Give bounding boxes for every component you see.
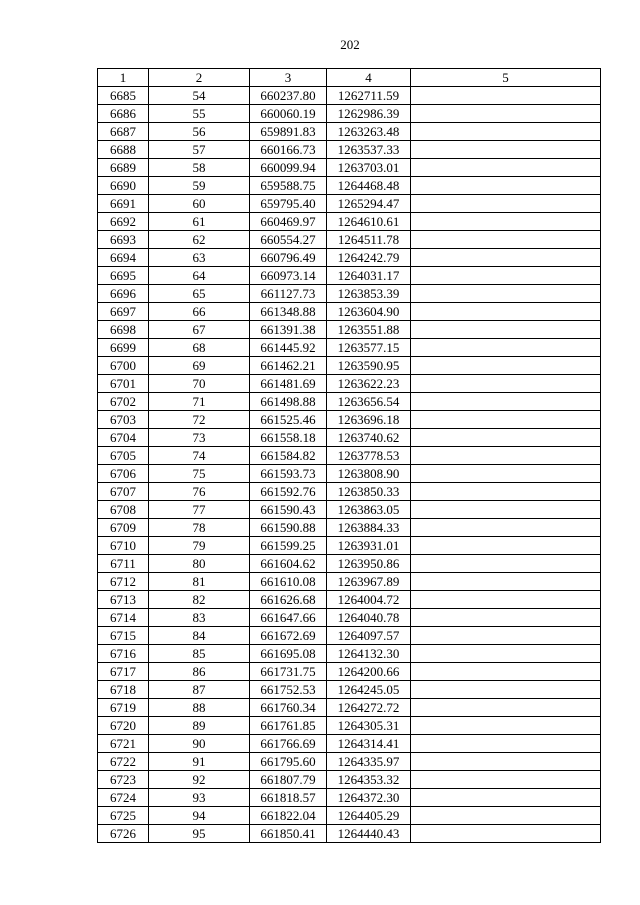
point-number-cell: 6699 [98,339,149,357]
y-coordinate-cell: 1263263.48 [327,123,411,141]
note-cell [411,141,601,159]
y-coordinate-cell: 1263884.33 [327,519,411,537]
point-number-cell: 6695 [98,267,149,285]
point-number-cell: 6714 [98,609,149,627]
sequence-cell: 80 [149,555,250,573]
note-cell [411,483,601,501]
sequence-cell: 57 [149,141,250,159]
sequence-cell: 93 [149,789,250,807]
y-coordinate-cell: 1264405.29 [327,807,411,825]
point-number-cell: 6706 [98,465,149,483]
x-coordinate-cell: 661525.46 [250,411,327,429]
y-coordinate-cell: 1264132.30 [327,645,411,663]
sequence-cell: 72 [149,411,250,429]
x-coordinate-cell: 661807.79 [250,771,327,789]
point-number-cell: 6710 [98,537,149,555]
y-coordinate-cell: 1264610.61 [327,213,411,231]
note-cell [411,717,601,735]
x-coordinate-cell: 661599.25 [250,537,327,555]
sequence-cell: 77 [149,501,250,519]
sequence-cell: 95 [149,825,250,843]
sequence-cell: 67 [149,321,250,339]
table-row [98,159,601,177]
sequence-cell: 85 [149,645,250,663]
point-number-cell: 6720 [98,717,149,735]
table-row [98,447,601,465]
x-coordinate-cell: 661695.08 [250,645,327,663]
table-row [98,411,601,429]
y-coordinate-cell: 1263740.62 [327,429,411,447]
point-number-cell: 6685 [98,87,149,105]
column-header-4: 4 [327,69,411,87]
note-cell [411,285,601,303]
table-row [98,627,601,645]
x-coordinate-cell: 659588.75 [250,177,327,195]
table-row [98,699,601,717]
point-number-cell: 6691 [98,195,149,213]
sequence-cell: 79 [149,537,250,555]
table-row [98,771,601,789]
sequence-cell: 70 [149,375,250,393]
table-row [98,537,601,555]
x-coordinate-cell: 660060.19 [250,105,327,123]
sequence-cell: 76 [149,483,250,501]
y-coordinate-cell: 1263853.39 [327,285,411,303]
y-coordinate-cell: 1264272.72 [327,699,411,717]
y-coordinate-cell: 1264511.78 [327,231,411,249]
y-coordinate-cell: 1264335.97 [327,753,411,771]
note-cell [411,501,601,519]
sequence-cell: 89 [149,717,250,735]
point-number-cell: 6718 [98,681,149,699]
x-coordinate-cell: 660166.73 [250,141,327,159]
table-row [98,519,601,537]
y-coordinate-cell: 1263590.95 [327,357,411,375]
point-number-cell: 6690 [98,177,149,195]
sequence-cell: 83 [149,609,250,627]
note-cell [411,735,601,753]
sequence-cell: 92 [149,771,250,789]
sequence-cell: 64 [149,267,250,285]
note-cell [411,627,601,645]
note-cell [411,177,601,195]
point-number-cell: 6707 [98,483,149,501]
table-row [98,501,601,519]
point-number-cell: 6719 [98,699,149,717]
point-number-cell: 6715 [98,627,149,645]
sequence-cell: 81 [149,573,250,591]
note-cell [411,213,601,231]
x-coordinate-cell: 661672.69 [250,627,327,645]
table-row [98,303,601,321]
page-number: 202 [340,37,360,52]
note-cell [411,699,601,717]
table-row [98,267,601,285]
point-number-cell: 6726 [98,825,149,843]
point-number-cell: 6700 [98,357,149,375]
note-cell [411,825,601,843]
point-number-cell: 6724 [98,789,149,807]
table-row [98,465,601,483]
x-coordinate-cell: 661445.92 [250,339,327,357]
y-coordinate-cell: 1264040.78 [327,609,411,627]
point-number-cell: 6709 [98,519,149,537]
y-coordinate-cell: 1263778.53 [327,447,411,465]
x-coordinate-cell: 660469.97 [250,213,327,231]
table-row [98,789,601,807]
note-cell [411,393,601,411]
sequence-cell: 68 [149,339,250,357]
y-coordinate-cell: 1264004.72 [327,591,411,609]
x-coordinate-cell: 661752.53 [250,681,327,699]
table-row [98,807,601,825]
sequence-cell: 94 [149,807,250,825]
note-cell [411,159,601,177]
note-cell [411,411,601,429]
sequence-cell: 74 [149,447,250,465]
note-cell [411,465,601,483]
note-cell [411,537,601,555]
y-coordinate-cell: 1264353.32 [327,771,411,789]
table-row [98,177,601,195]
table-row [98,681,601,699]
sequence-cell: 62 [149,231,250,249]
sequence-cell: 60 [149,195,250,213]
x-coordinate-cell: 661462.21 [250,357,327,375]
point-number-cell: 6698 [98,321,149,339]
point-number-cell: 6701 [98,375,149,393]
note-cell [411,105,601,123]
point-number-cell: 6693 [98,231,149,249]
sequence-cell: 69 [149,357,250,375]
point-number-cell: 6687 [98,123,149,141]
point-number-cell: 6713 [98,591,149,609]
sequence-cell: 71 [149,393,250,411]
note-cell [411,645,601,663]
point-number-cell: 6696 [98,285,149,303]
x-coordinate-cell: 660099.94 [250,159,327,177]
x-coordinate-cell: 660554.27 [250,231,327,249]
x-coordinate-cell: 661850.41 [250,825,327,843]
x-coordinate-cell: 661590.88 [250,519,327,537]
y-coordinate-cell: 1265294.47 [327,195,411,213]
table-row [98,141,601,159]
sequence-cell: 78 [149,519,250,537]
sequence-cell: 87 [149,681,250,699]
note-cell [411,771,601,789]
x-coordinate-cell: 661604.62 [250,555,327,573]
y-coordinate-cell: 1264200.66 [327,663,411,681]
note-cell [411,807,601,825]
note-cell [411,375,601,393]
y-coordinate-cell: 1263622.23 [327,375,411,393]
point-number-cell: 6705 [98,447,149,465]
x-coordinate-cell: 661391.38 [250,321,327,339]
point-number-cell: 6694 [98,249,149,267]
note-cell [411,87,601,105]
note-cell [411,429,601,447]
sequence-cell: 63 [149,249,250,267]
sequence-cell: 91 [149,753,250,771]
table-row [98,213,601,231]
column-header-1: 1 [98,69,149,87]
table-row [98,249,601,267]
table-row [98,339,601,357]
y-coordinate-cell: 1264031.17 [327,267,411,285]
y-coordinate-cell: 1263696.18 [327,411,411,429]
point-number-cell: 6721 [98,735,149,753]
y-coordinate-cell: 1263808.90 [327,465,411,483]
table-row [98,645,601,663]
y-coordinate-cell: 1263604.90 [327,303,411,321]
x-coordinate-cell: 661498.88 [250,393,327,411]
y-coordinate-cell: 1263537.33 [327,141,411,159]
point-number-cell: 6686 [98,105,149,123]
x-coordinate-cell: 661818.57 [250,789,327,807]
note-cell [411,591,601,609]
header-row [98,69,601,87]
x-coordinate-cell: 659891.83 [250,123,327,141]
y-coordinate-cell: 1263551.88 [327,321,411,339]
note-cell [411,447,601,465]
sequence-cell: 75 [149,465,250,483]
x-coordinate-cell: 661760.34 [250,699,327,717]
sequence-cell: 61 [149,213,250,231]
y-coordinate-cell: 1263577.15 [327,339,411,357]
x-coordinate-cell: 661626.68 [250,591,327,609]
y-coordinate-cell: 1263967.89 [327,573,411,591]
x-coordinate-cell: 661731.75 [250,663,327,681]
table-row [98,285,601,303]
table-row [98,375,601,393]
point-number-cell: 6688 [98,141,149,159]
point-number-cell: 6703 [98,411,149,429]
sequence-cell: 84 [149,627,250,645]
point-number-cell: 6717 [98,663,149,681]
sequence-cell: 73 [149,429,250,447]
point-number-cell: 6722 [98,753,149,771]
point-number-cell: 6723 [98,771,149,789]
point-number-cell: 6711 [98,555,149,573]
table-row [98,825,601,843]
y-coordinate-cell: 1264097.57 [327,627,411,645]
sequence-cell: 86 [149,663,250,681]
y-coordinate-cell: 1263656.54 [327,393,411,411]
point-number-cell: 6697 [98,303,149,321]
y-coordinate-cell: 1263850.33 [327,483,411,501]
table-row [98,393,601,411]
table-row [98,573,601,591]
table-row [98,555,601,573]
x-coordinate-cell: 661127.73 [250,285,327,303]
x-coordinate-cell: 661348.88 [250,303,327,321]
note-cell [411,663,601,681]
x-coordinate-cell: 661610.08 [250,573,327,591]
point-number-cell: 6704 [98,429,149,447]
note-cell [411,519,601,537]
x-coordinate-cell: 661822.04 [250,807,327,825]
column-header-5: 5 [411,69,601,87]
note-cell [411,681,601,699]
table-row [98,429,601,447]
table-row [98,357,601,375]
sequence-cell: 58 [149,159,250,177]
x-coordinate-cell: 661558.18 [250,429,327,447]
table-row [98,483,601,501]
note-cell [411,231,601,249]
note-cell [411,303,601,321]
note-cell [411,339,601,357]
x-coordinate-cell: 661761.85 [250,717,327,735]
coordinates-table [97,68,601,843]
column-header-2: 2 [149,69,250,87]
note-cell [411,195,601,213]
table-row [98,123,601,141]
point-number-cell: 6702 [98,393,149,411]
y-coordinate-cell: 1263950.86 [327,555,411,573]
note-cell [411,789,601,807]
x-coordinate-cell: 661481.69 [250,375,327,393]
y-coordinate-cell: 1262711.59 [327,87,411,105]
table-row [98,105,601,123]
y-coordinate-cell: 1264245.05 [327,681,411,699]
table-body [98,87,601,843]
x-coordinate-cell: 659795.40 [250,195,327,213]
note-cell [411,609,601,627]
table-row [98,231,601,249]
note-cell [411,267,601,285]
point-number-cell: 6716 [98,645,149,663]
table-row [98,753,601,771]
y-coordinate-cell: 1264314.41 [327,735,411,753]
note-cell [411,357,601,375]
note-cell [411,321,601,339]
note-cell [411,753,601,771]
table-row [98,609,601,627]
x-coordinate-cell: 661593.73 [250,465,327,483]
note-cell [411,123,601,141]
y-coordinate-cell: 1262986.39 [327,105,411,123]
point-number-cell: 6689 [98,159,149,177]
table-row [98,195,601,213]
note-cell [411,555,601,573]
point-number-cell: 6692 [98,213,149,231]
note-cell [411,573,601,591]
column-header-3: 3 [250,69,327,87]
x-coordinate-cell: 660973.14 [250,267,327,285]
table-row [98,717,601,735]
y-coordinate-cell: 1263703.01 [327,159,411,177]
x-coordinate-cell: 661584.82 [250,447,327,465]
sequence-cell: 66 [149,303,250,321]
x-coordinate-cell: 661592.76 [250,483,327,501]
x-coordinate-cell: 661795.60 [250,753,327,771]
y-coordinate-cell: 1264242.79 [327,249,411,267]
x-coordinate-cell: 661647.66 [250,609,327,627]
x-coordinate-cell: 661590.43 [250,501,327,519]
table-row [98,735,601,753]
x-coordinate-cell: 661766.69 [250,735,327,753]
sequence-cell: 88 [149,699,250,717]
table-row [98,663,601,681]
table-row [98,87,601,105]
x-coordinate-cell: 660237.80 [250,87,327,105]
sequence-cell: 82 [149,591,250,609]
y-coordinate-cell: 1264372.30 [327,789,411,807]
point-number-cell: 6725 [98,807,149,825]
sequence-cell: 55 [149,105,250,123]
y-coordinate-cell: 1263931.01 [327,537,411,555]
sequence-cell: 59 [149,177,250,195]
point-number-cell: 6708 [98,501,149,519]
x-coordinate-cell: 660796.49 [250,249,327,267]
table-row [98,591,601,609]
y-coordinate-cell: 1264440.43 [327,825,411,843]
y-coordinate-cell: 1264468.48 [327,177,411,195]
note-cell [411,249,601,267]
point-number-cell: 6712 [98,573,149,591]
table-row [98,321,601,339]
sequence-cell: 56 [149,123,250,141]
y-coordinate-cell: 1263863.05 [327,501,411,519]
sequence-cell: 65 [149,285,250,303]
sequence-cell: 54 [149,87,250,105]
y-coordinate-cell: 1264305.31 [327,717,411,735]
sequence-cell: 90 [149,735,250,753]
